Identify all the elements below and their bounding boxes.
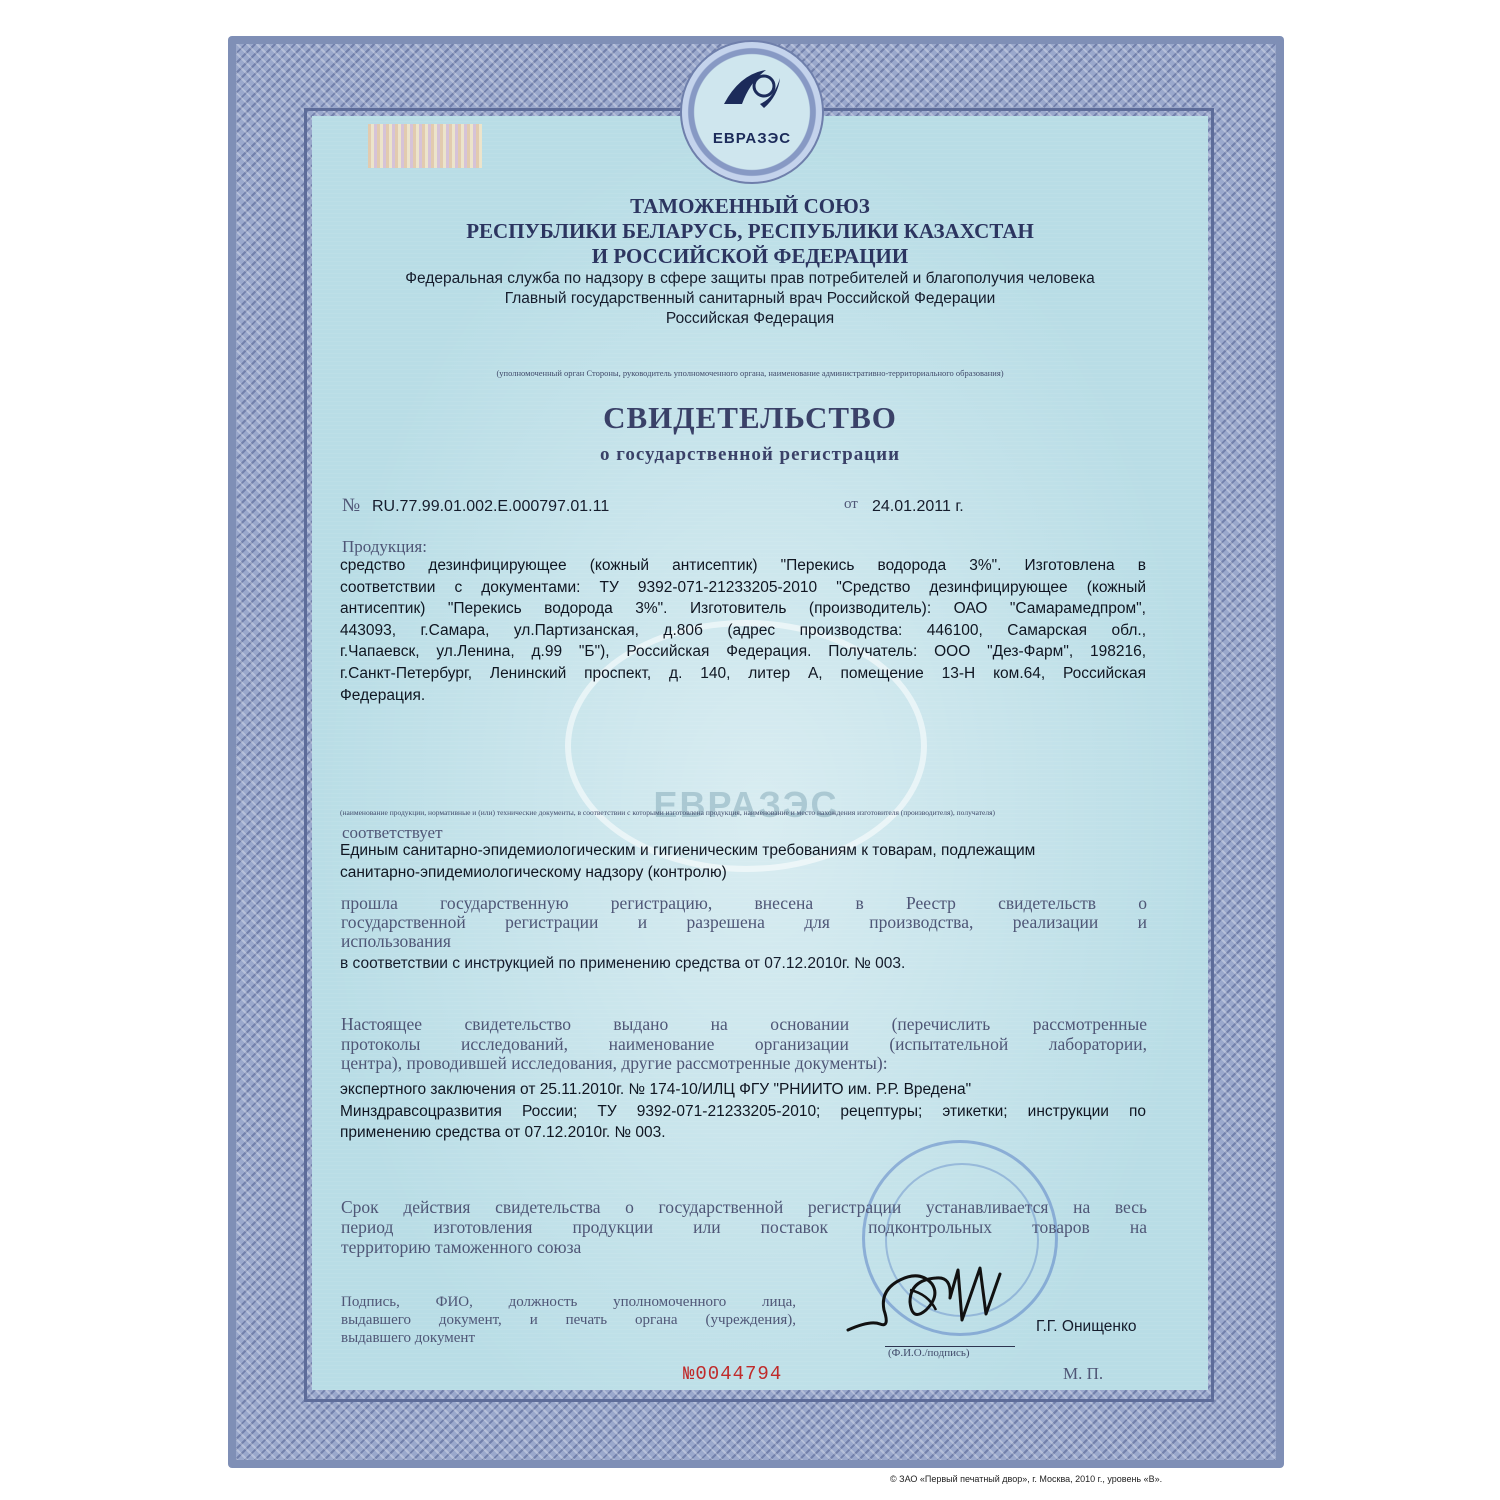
printer-footer: © ЗАО «Первый печатный двор», г. Москва, 2010 г., уровень «В». [890, 1474, 1163, 1484]
validity-line: территорию таможенного союза [341, 1237, 582, 1257]
validity-text [341, 1197, 1147, 1257]
registry-line: использования [341, 931, 451, 951]
validity-line: Срок действия свидетельства о государственной регистрации устанавливается на весь [341, 1197, 1147, 1217]
signatory-name: Г.Г. Онищенко [1036, 1318, 1137, 1335]
date-label: от [844, 496, 858, 512]
registry-text [341, 894, 1147, 951]
evrazes-emblem [680, 40, 824, 184]
mp-label: М. П. [1063, 1364, 1104, 1383]
registration-number: RU.77.99.01.002.E.000797.01.11 [372, 498, 610, 515]
signature-caption [341, 1293, 796, 1347]
registry-instruction: в соответствии с инструкцией по применению средства от 07.12.2010г. № 003. [340, 955, 906, 972]
validity-line: период изготовления продукции или поставок подконтрольных товаров на [341, 1217, 1147, 1237]
signature-caption-line: выдавшего документ, и печать органа (учреждения), [341, 1312, 796, 1328]
authority-line-3: Российская Федерация [665, 310, 835, 327]
header-line-2: РЕСПУБЛИКИ БЕЛАРУСЬ, РЕСПУБЛИКИ КАЗАХСТАН [466, 219, 1034, 243]
conformity-text [340, 840, 1146, 883]
basis-text [341, 1015, 1147, 1074]
emblem-label: ЕВРАЗЭС [712, 130, 792, 147]
basis-detail-line: применению средства от 07.12.2010г. № 003. [340, 1124, 666, 1142]
product-line: соответствии с документами: ТУ 9392-071-21233205-2010 "Средство дезинфицирующее (кожный [340, 578, 1146, 596]
basis-line: центра), проводившей исследования, другие рассмотренные документы): [341, 1053, 888, 1073]
certificate-subtitle: о государственной регистрации [599, 444, 901, 465]
basis-details [340, 1079, 1146, 1144]
basis-line: Настоящее свидетельство выдано на основании (перечислить рассмотренные [341, 1014, 1147, 1034]
product-line: 443093, г.Самара, ул.Партизанская, д.80б (адрес производства: 446100, Самарская обл., [340, 621, 1146, 639]
registry-line: прошла государственную регистрацию, внесена в Реестр свидетельств о [341, 893, 1147, 913]
registry-line: государственной регистрации и разрешена для производства, реализации и [341, 912, 1147, 932]
hologram-strip [368, 124, 482, 168]
product-line: г.Чапаевск, ул.Ленина, д.99 "Б"), Российская Федерация. Получатель: ООО "Дез-Фарм", 198216, [340, 643, 1146, 661]
fio-caption: (Ф.И.О./подпись) [888, 1347, 970, 1359]
conformity-line: санитарно-эпидемиологическому надзору (контролю) [340, 863, 727, 881]
registration-date: 24.01.2011 г. [872, 498, 964, 515]
product-label: Продукция: [342, 537, 427, 556]
product-line: антисептик) "Перекись водорода 3%". Изготовитель (производитель): ОАО "Самарамедпром", [340, 600, 1146, 618]
product-line: средство дезинфицирующее (кожный антисептик) "Перекись водорода 3%". Изготовлена в [340, 557, 1146, 574]
certificate-title: СВИДЕТЕЛЬСТВО [603, 400, 897, 435]
product-description [340, 555, 1146, 706]
product-line: г.Санкт-Петербург, Ленинский проспект, д. 140, литер А, помещение 13-Н ком.64, Российская [340, 664, 1146, 682]
product-line: Федерация. [340, 686, 426, 704]
header-line-1: ТАМОЖЕННЫЙ СОЮЗ [630, 194, 870, 218]
authority-line-2: Главный государственный санитарный врач Российской Федерации [504, 290, 996, 307]
watermark-label: ЕВРАЗЭС [653, 784, 839, 825]
handwritten-signature-icon [840, 1250, 1020, 1350]
authority-line-1: Федеральная служба по надзору в сфере защиты прав потребителей и благополучия человека [405, 270, 1095, 287]
header-line-3: И РОССИЙСКОЙ ФЕДЕРАЦИИ [591, 244, 909, 268]
basis-detail-line: Минздравсоцразвития России; ТУ 9392-071-21233205-2010; рецептуры; этикетки; инструкции по [340, 1102, 1146, 1120]
signature-caption-line: выдавшего документ [341, 1330, 476, 1346]
basis-line: протоколы исследований, наименование организации (испытательной лаборатории, [341, 1033, 1147, 1054]
product-caption: (наименование продукции, нормативные и (или) технические документы, в соответствии с которыми изготовлена продукция, наименование и место нахождения изготовителя (производителя), получателя) [340, 808, 996, 817]
evrazes-logo-icon [720, 64, 784, 114]
basis-detail-line: экспертного заключения от 25.11.2010г. № 174-10/ИЛЦ ФГУ "РНИИТО им. Р.Р. Вредена" [340, 1081, 972, 1098]
conformity-line: Единым санитарно-эпидемиологическим и гигиеническим требованиям к товарам, подлежащим [340, 842, 1036, 859]
form-number: №0044794 [683, 1363, 783, 1385]
number-sign: № [342, 495, 361, 516]
signature-caption-line: Подпись, ФИО, должность уполномоченного лица, [341, 1294, 796, 1310]
authority-caption: (уполномоченный орган Стороны, руководитель уполномоченного органа, наименование административно-территориального образования) [496, 368, 1004, 378]
conformity-label: соответствует [342, 823, 443, 842]
